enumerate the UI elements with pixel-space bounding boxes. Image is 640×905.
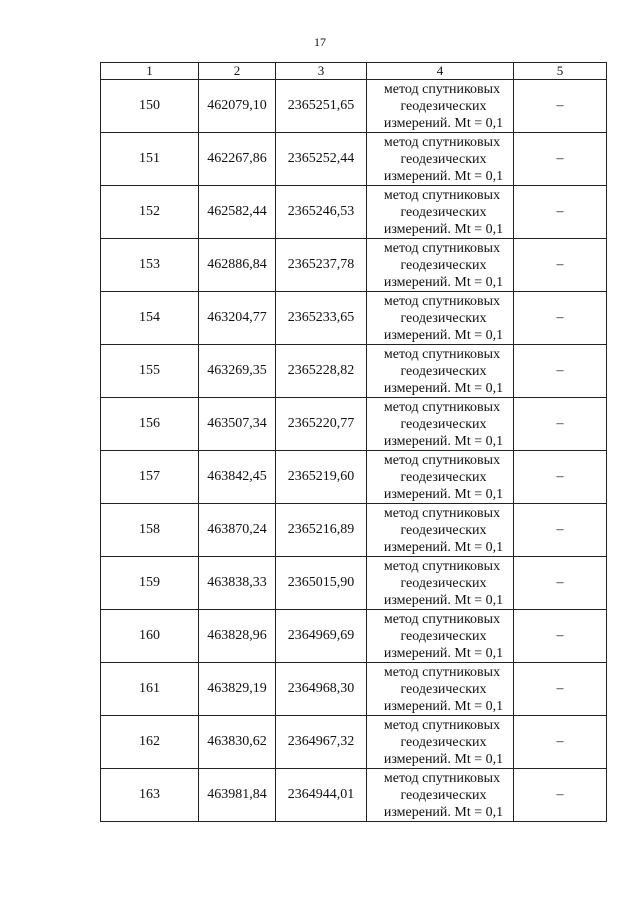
table-body xyxy=(101,80,607,822)
y-coordinate-cell: 2364944,01 xyxy=(276,769,367,822)
header-col-5: 5 xyxy=(514,63,607,80)
method-line: измерений. Mt = 0,1 xyxy=(383,380,504,396)
method-line: метод спутниковых xyxy=(383,399,501,415)
x-coordinate-cell: 463507,34 xyxy=(199,398,276,451)
point-number-cell: 156 xyxy=(101,398,199,451)
table-row xyxy=(101,80,607,133)
y-coordinate-cell: 2365220,77 xyxy=(276,398,367,451)
method-line: измерений. Mt = 0,1 xyxy=(383,115,504,131)
y-coordinate-cell: 2365237,78 xyxy=(276,239,367,292)
header-col-1: 1 xyxy=(101,63,199,80)
x-coordinate-cell: 463204,77 xyxy=(199,292,276,345)
method-cell xyxy=(367,239,514,292)
y-coordinate-cell: 2365252,44 xyxy=(276,133,367,186)
y-coordinate-cell: 2365246,53 xyxy=(276,186,367,239)
point-number-cell: 154 xyxy=(101,292,199,345)
table-row xyxy=(101,610,607,663)
method-line: метод спутниковых xyxy=(383,81,501,97)
method-cell xyxy=(367,504,514,557)
method-cell xyxy=(367,398,514,451)
header-col-2: 2 xyxy=(199,63,276,80)
x-coordinate-cell: 463269,35 xyxy=(199,345,276,398)
point-number-cell: 157 xyxy=(101,451,199,504)
note-cell: – xyxy=(514,769,607,822)
method-line: геодезических xyxy=(400,257,487,273)
method-line: геодезических xyxy=(400,787,487,803)
method-line: геодезических xyxy=(400,575,487,591)
method-line: геодезических xyxy=(400,734,487,750)
y-coordinate-cell: 2365233,65 xyxy=(276,292,367,345)
point-number-cell: 163 xyxy=(101,769,199,822)
point-number-cell: 161 xyxy=(101,663,199,716)
method-cell xyxy=(367,663,514,716)
method-line: метод спутниковых xyxy=(383,611,501,627)
method-line: измерений. Mt = 0,1 xyxy=(383,221,504,237)
method-line: метод спутниковых xyxy=(383,717,501,733)
note-cell: – xyxy=(514,345,607,398)
method-line: метод спутниковых xyxy=(383,346,501,362)
x-coordinate-cell: 463830,62 xyxy=(199,716,276,769)
method-cell xyxy=(367,186,514,239)
table-header xyxy=(101,63,607,80)
point-number-cell: 153 xyxy=(101,239,199,292)
point-number-cell: 160 xyxy=(101,610,199,663)
method-line: геодезических xyxy=(400,98,487,114)
method-line: измерений. Mt = 0,1 xyxy=(383,433,504,449)
method-line: геодезических xyxy=(400,204,487,220)
method-cell xyxy=(367,133,514,186)
coordinates-table xyxy=(100,62,607,822)
table-row xyxy=(101,345,607,398)
method-line: метод спутниковых xyxy=(383,134,501,150)
note-cell: – xyxy=(514,133,607,186)
note-cell: – xyxy=(514,186,607,239)
method-line: измерений. Mt = 0,1 xyxy=(383,751,504,767)
method-cell xyxy=(367,345,514,398)
x-coordinate-cell: 462267,86 xyxy=(199,133,276,186)
method-line: метод спутниковых xyxy=(383,505,501,521)
method-cell xyxy=(367,610,514,663)
x-coordinate-cell: 462582,44 xyxy=(199,186,276,239)
method-line: геодезических xyxy=(400,469,487,485)
method-line: измерений. Mt = 0,1 xyxy=(383,592,504,608)
note-cell: – xyxy=(514,292,607,345)
method-line: метод спутниковых xyxy=(383,452,501,468)
table-row xyxy=(101,292,607,345)
method-line: метод спутниковых xyxy=(383,293,501,309)
method-line: геодезических xyxy=(400,628,487,644)
x-coordinate-cell: 463838,33 xyxy=(199,557,276,610)
method-line: измерений. Mt = 0,1 xyxy=(383,539,504,555)
point-number-cell: 151 xyxy=(101,133,199,186)
y-coordinate-cell: 2365216,89 xyxy=(276,504,367,557)
point-number-cell: 158 xyxy=(101,504,199,557)
method-line: геодезических xyxy=(400,310,487,326)
method-line: измерений. Mt = 0,1 xyxy=(383,327,504,343)
y-coordinate-cell: 2364968,30 xyxy=(276,663,367,716)
method-line: геодезических xyxy=(400,522,487,538)
table-row xyxy=(101,133,607,186)
method-line: геодезических xyxy=(400,363,487,379)
table-row xyxy=(101,769,607,822)
note-cell: – xyxy=(514,610,607,663)
method-line: метод спутниковых xyxy=(383,664,501,680)
method-line: измерений. Mt = 0,1 xyxy=(383,698,504,714)
table-row xyxy=(101,398,607,451)
point-number-cell: 152 xyxy=(101,186,199,239)
note-cell: – xyxy=(514,80,607,133)
x-coordinate-cell: 462886,84 xyxy=(199,239,276,292)
note-cell: – xyxy=(514,398,607,451)
method-line: метод спутниковых xyxy=(383,187,501,203)
note-cell: – xyxy=(514,557,607,610)
x-coordinate-cell: 463828,96 xyxy=(199,610,276,663)
table-row xyxy=(101,663,607,716)
table-row xyxy=(101,186,607,239)
x-coordinate-cell: 463842,45 xyxy=(199,451,276,504)
method-line: геодезических xyxy=(400,681,487,697)
table-row xyxy=(101,557,607,610)
y-coordinate-cell: 2365219,60 xyxy=(276,451,367,504)
point-number-cell: 155 xyxy=(101,345,199,398)
page-number: 17 xyxy=(314,35,326,49)
note-cell: – xyxy=(514,451,607,504)
note-cell: – xyxy=(514,504,607,557)
method-cell xyxy=(367,451,514,504)
table-row xyxy=(101,239,607,292)
point-number-cell: 162 xyxy=(101,716,199,769)
x-coordinate-cell: 463829,19 xyxy=(199,663,276,716)
method-cell xyxy=(367,769,514,822)
y-coordinate-cell: 2365228,82 xyxy=(276,345,367,398)
method-line: метод спутниковых xyxy=(383,558,501,574)
x-coordinate-cell: 463981,84 xyxy=(199,769,276,822)
header-col-4: 4 xyxy=(367,63,514,80)
header-row xyxy=(101,63,607,80)
method-line: измерений. Mt = 0,1 xyxy=(383,168,504,184)
note-cell: – xyxy=(514,663,607,716)
note-cell: – xyxy=(514,716,607,769)
header-col-3: 3 xyxy=(276,63,367,80)
y-coordinate-cell: 2365015,90 xyxy=(276,557,367,610)
method-line: измерений. Mt = 0,1 xyxy=(383,804,504,820)
point-number-cell: 159 xyxy=(101,557,199,610)
table-row xyxy=(101,451,607,504)
method-cell xyxy=(367,557,514,610)
method-line: метод спутниковых xyxy=(383,240,501,256)
method-line: измерений. Mt = 0,1 xyxy=(383,645,504,661)
x-coordinate-cell: 463870,24 xyxy=(199,504,276,557)
method-line: измерений. Mt = 0,1 xyxy=(383,486,504,502)
method-line: геодезических xyxy=(400,151,487,167)
note-cell: – xyxy=(514,239,607,292)
x-coordinate-cell: 462079,10 xyxy=(199,80,276,133)
table-row xyxy=(101,716,607,769)
method-cell xyxy=(367,80,514,133)
y-coordinate-cell: 2364967,32 xyxy=(276,716,367,769)
method-line: измерений. Mt = 0,1 xyxy=(383,274,504,290)
point-number-cell: 150 xyxy=(101,80,199,133)
method-cell xyxy=(367,292,514,345)
y-coordinate-cell: 2364969,69 xyxy=(276,610,367,663)
y-coordinate-cell: 2365251,65 xyxy=(276,80,367,133)
method-cell xyxy=(367,716,514,769)
method-line: метод спутниковых xyxy=(383,770,501,786)
method-line: геодезических xyxy=(400,416,487,432)
table-row xyxy=(101,504,607,557)
